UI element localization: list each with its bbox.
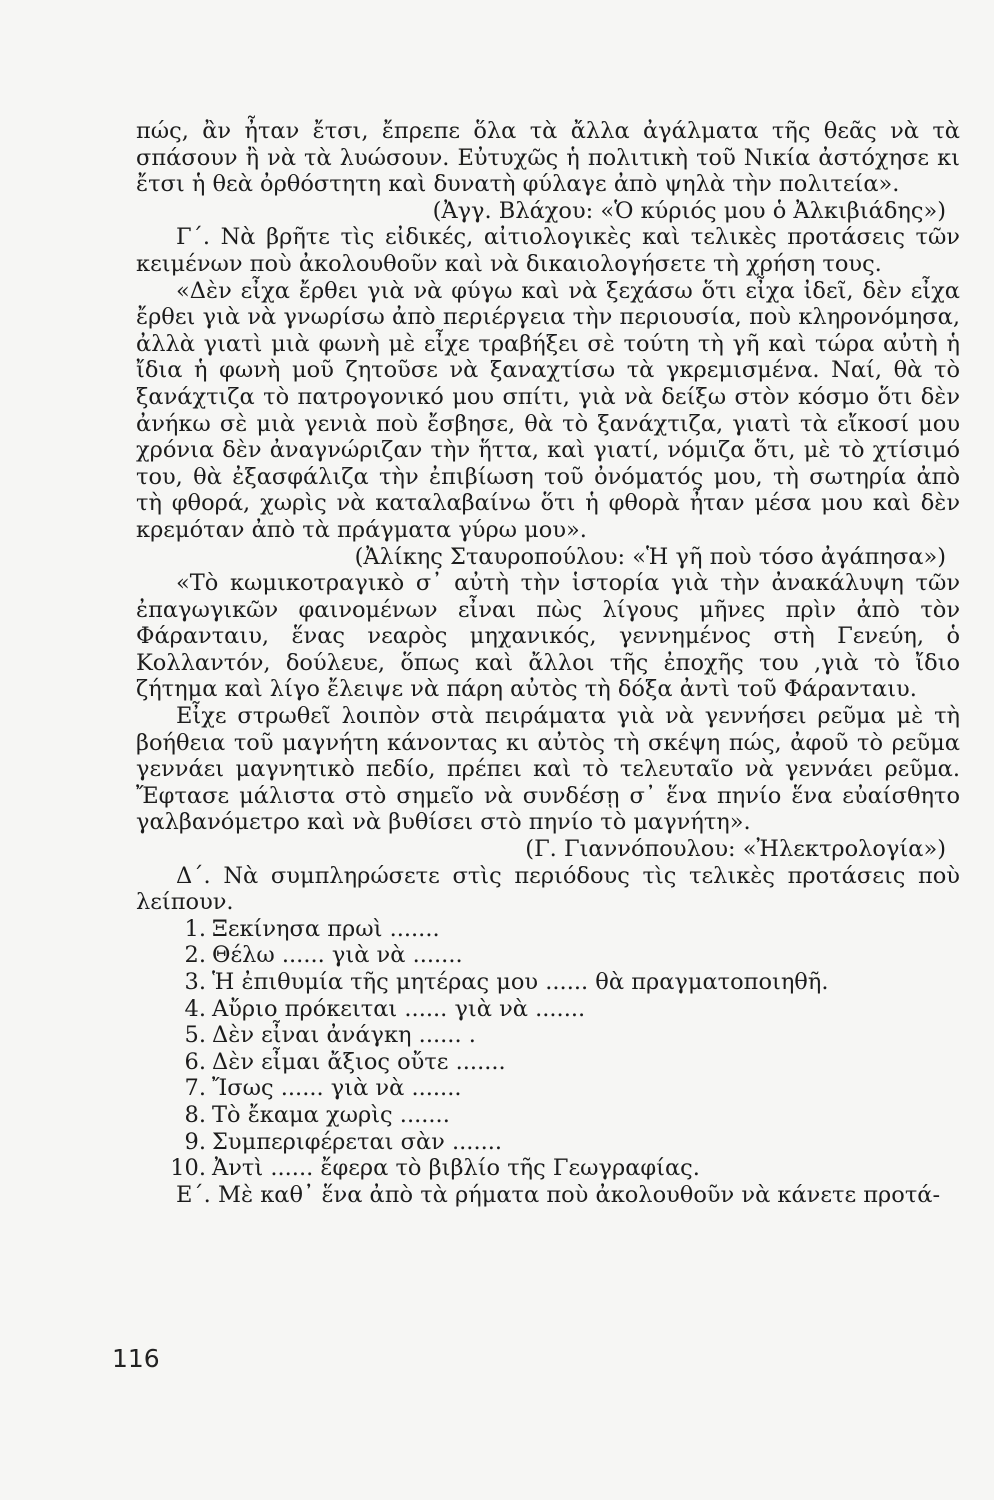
- passage-1-reference: (Ἀγγ. Βλάχου: «Ὁ κύριός μου ὁ Ἀλκιβιάδης»): [432, 197, 946, 224]
- passage-3-reference: (Γ. Γιαννόπουλου: «Ἠλεκτρολογία»): [525, 836, 946, 863]
- passage-3-paragraph-2: Εἶχε στρωθεῖ λοιπὸν στὰ πειράματα γιὰ νὰ γεννήσει ρεῦμα μὲ τὴ βοήθεια τοῦ μαγνήτη κάνοντας κι αὐτὸς τὴ σκέψη πώς, ἀφοῦ τὸ ρεῦμα γεννάει μαγνητικὸ πεδίο, πρέπει καὶ τὸ τελευταῖο νὰ γεννάει ρεῦμα. Ἔφτασε μάλιστα στὸ σημεῖο νὰ συνδέσῃ σ᾽ ἕνα πηνίο ἕνα εὐαίσθητο γαλβανόμετρο καὶ νὰ βυθίσει στὸ πηνίο τὸ μαγνήτη».: [136, 703, 960, 836]
- exercise-d-heading: Δ΄. Νὰ συμπληρώσετε στὶς περιόδους τὶς τελικὲς προτάσεις ποὺ λείπουν.: [136, 862, 960, 916]
- list-item: 10. Ἀντὶ ...... ἔφερα τὸ βιβλίο τῆς Γεωγραφίας.: [170, 1155, 700, 1182]
- list-item: 1. Ξεκίνησα πρωὶ .......: [184, 915, 440, 942]
- page-body: [136, 118, 960, 1208]
- list-item: 8. Τὸ ἔκαμα χωρὶς .......: [184, 1101, 450, 1128]
- list-item: 3. Ἡ ἐπιθυμία τῆς μητέρας μου ...... θὰ πραγματοποιηθῆ.: [184, 969, 829, 995]
- list-item: 4. Αὔριο πρόκειται ...... γιὰ νὰ .......: [184, 995, 586, 1022]
- list-item: 5. Δὲν εἶναι ἀνάγκη ...... .: [184, 1022, 476, 1049]
- passage-2-reference: (Ἀλίκης Σταυροπούλου: «Ἡ γῆ ποὺ τόσο ἀγάπησα»): [354, 543, 946, 570]
- list-item: 6. Δὲν εἶμαι ἄξιος οὔτε .......: [184, 1048, 506, 1075]
- page-number: 116: [112, 1344, 160, 1373]
- list-item: 9. Συμπεριφέρεται σὰν .......: [184, 1128, 503, 1155]
- list-item: 7. Ἴσως ...... γιὰ νὰ .......: [184, 1075, 462, 1102]
- passage-3-paragraph-1: «Τὸ κωμικοτραγικὸ σ᾽ αὐτὴ τὴν ἱστορία γιὰ τὴν ἀνακάλυψη τῶν ἐπαγωγικῶν φαινομένων εἶναι πὼς λίγους μῆνες πρὶν ἀπὸ τὸν Φάρανταιυ, ἕνας νεαρὸς μηχανικός, γεννημένος στὴ Γενεύη, ὁ Κολλαντόν, δούλευε, ὅπως καὶ ἄλλοι τῆς ἐποχῆς του ,γιὰ τὸ ἴδιο ζήτημα καὶ λίγο ἔλειψε νὰ πάρη αὐτὸς τὴ δόξα ἀντὶ τοῦ Φάρανταιυ.: [136, 570, 960, 703]
- exercise-d-list: [136, 916, 960, 1182]
- exercise-c-heading: Γ΄. Νὰ βρῆτε τὶς εἰδικές, αἰτιολογικὲς καὶ τελικὲς προτάσεις τῶν κειμένων ποὺ ἀκολουθοῦν καὶ νὰ δικαιολογήσετε τὴ χρήση τους.: [136, 224, 960, 277]
- passage-1-text: πώς, ἂν ἦταν ἔτσι, ἔπρεπε ὅλα τὰ ἄλλα ἀγάλματα τῆς θεᾶς νὰ τὰ σπάσουν ἢ νὰ τὰ λυώσουν. Εὐτυχῶς ἡ πολιτικὴ τοῦ Νικία ἀστόχησε κι ἔτσι ἡ θεὰ ὀρθόστητη καὶ δυνατὴ φύλαγε ἀπὸ ψηλὰ τὴν πολιτεία».: [136, 118, 960, 198]
- exercise-e-heading: Ε΄. Μὲ καθ᾽ ἕνα ἀπὸ τὰ ρήματα ποὺ ἀκολουθοῦν νὰ κάνετε προτά-: [176, 1181, 941, 1208]
- list-item: 2. Θέλω ...... γιὰ νὰ .......: [184, 942, 463, 969]
- passage-2-text: «Δὲν εἶχα ἔρθει γιὰ νὰ φύγω καὶ νὰ ξεχάσω ὅτι εἶχα ἰδεῖ, δὲν εἶχα ἔρθει γιὰ νὰ γνωρίσω ἀπὸ περιέργεια τὴν περιουσία, ποὺ κληρονόμησα, ἀλλὰ γιατὶ μιὰ φωνὴ μὲ εἶχε τραβήξει σὲ τούτη τὴ γῆ καὶ τώρα αὐτὴ ἡ ἴδια ἡ φωνὴ μοῦ ζητοῦσε νὰ ξαναχτίσω τὰ γκρεμισμένα. Ναί, θὰ τὸ ξανάχτιζα τὸ πατρογονικό μου σπίτι, γιὰ νὰ δείξω στὸν κόσμο ὅτι δὲν ἀνήκω σὲ μιὰ γενιὰ ποὺ ἔσβησε, θὰ τὸ ξανάχτιζα, γιατὶ τὰ εἴκοσί μου χρόνια δὲν ἀναγνώριζαν τὴν ἥττα, καὶ γιατί, νόμιζα ὅτι, μὲ τὸ χτίσιμό του, θὰ ἐξασφάλιζα τὴν ἐπιβίωση τοῦ ὀνόματός μου, τὴ σωτηρία ἀπὸ τὴ φθορά, χωρὶς νὰ καταλαβαίνω ὅτι ἡ φθορὰ ἦταν μέσα μου καὶ δὲν κρεμόταν ἀπὸ τὰ πράγματα γύρω μου».: [136, 277, 960, 543]
